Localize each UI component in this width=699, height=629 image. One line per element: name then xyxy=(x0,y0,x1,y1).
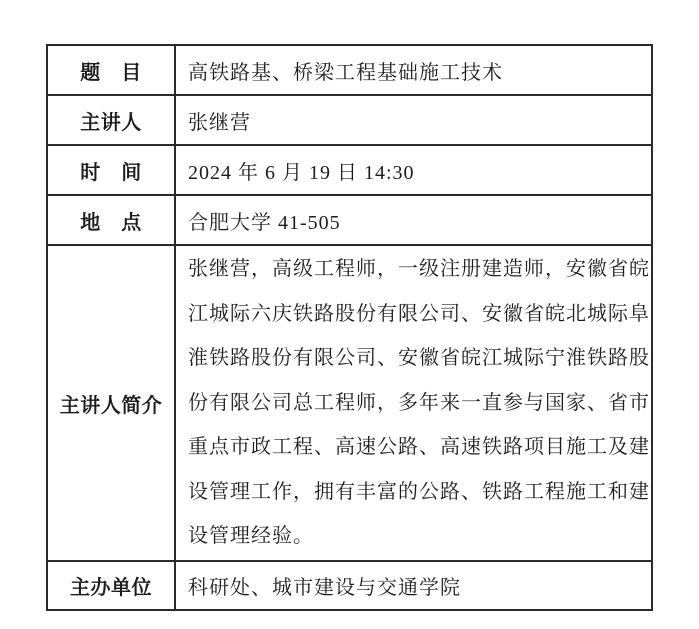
bio-line: 淮铁路股份有限公司、安徽省皖江城际宁淮铁路股 xyxy=(188,347,650,370)
row-label-title: 题 目 xyxy=(47,45,175,95)
row-value-speaker-bio xyxy=(175,245,652,561)
table-row-time xyxy=(47,145,652,195)
table-row-speaker xyxy=(47,95,652,145)
lecture-info-table xyxy=(46,44,653,611)
row-label-time: 时 间 xyxy=(47,145,175,195)
row-label-speaker-bio: 主讲人简介 xyxy=(47,245,175,561)
row-value-organizer: 科研处、城市建设与交通学院 xyxy=(175,561,652,610)
row-label-speaker: 主讲人 xyxy=(47,95,175,145)
table-row-organizer xyxy=(47,561,652,610)
bio-line: 设管理经验。 xyxy=(188,525,314,548)
bio-line: 设管理工作，拥有丰富的公路、铁路工程施工和建 xyxy=(188,480,650,503)
bio-line: 重点市政工程、高速公路、高速铁路项目施工及建 xyxy=(188,436,650,459)
bio-line: 江城际六庆铁路股份有限公司、安徽省皖北城际阜 xyxy=(188,302,650,325)
row-value-location: 合肥大学 41-505 xyxy=(175,195,652,245)
row-value-time: 2024 年 6 月 19 日 14:30 xyxy=(175,145,652,195)
row-value-speaker: 张继营 xyxy=(175,95,652,145)
row-label-organizer: 主办单位 xyxy=(47,561,175,610)
bio-line: 张继营，高级工程师，一级注册建造师，安徽省皖 xyxy=(188,258,650,281)
bio-line: 份有限公司总工程师，多年来一直参与国家、省市 xyxy=(188,391,650,414)
row-label-location: 地 点 xyxy=(47,195,175,245)
table-row-title xyxy=(47,45,652,95)
table-row-location xyxy=(47,195,652,245)
table-row-speaker-bio xyxy=(47,245,652,561)
row-value-title: 高铁路基、桥梁工程基础施工技术 xyxy=(175,45,652,95)
